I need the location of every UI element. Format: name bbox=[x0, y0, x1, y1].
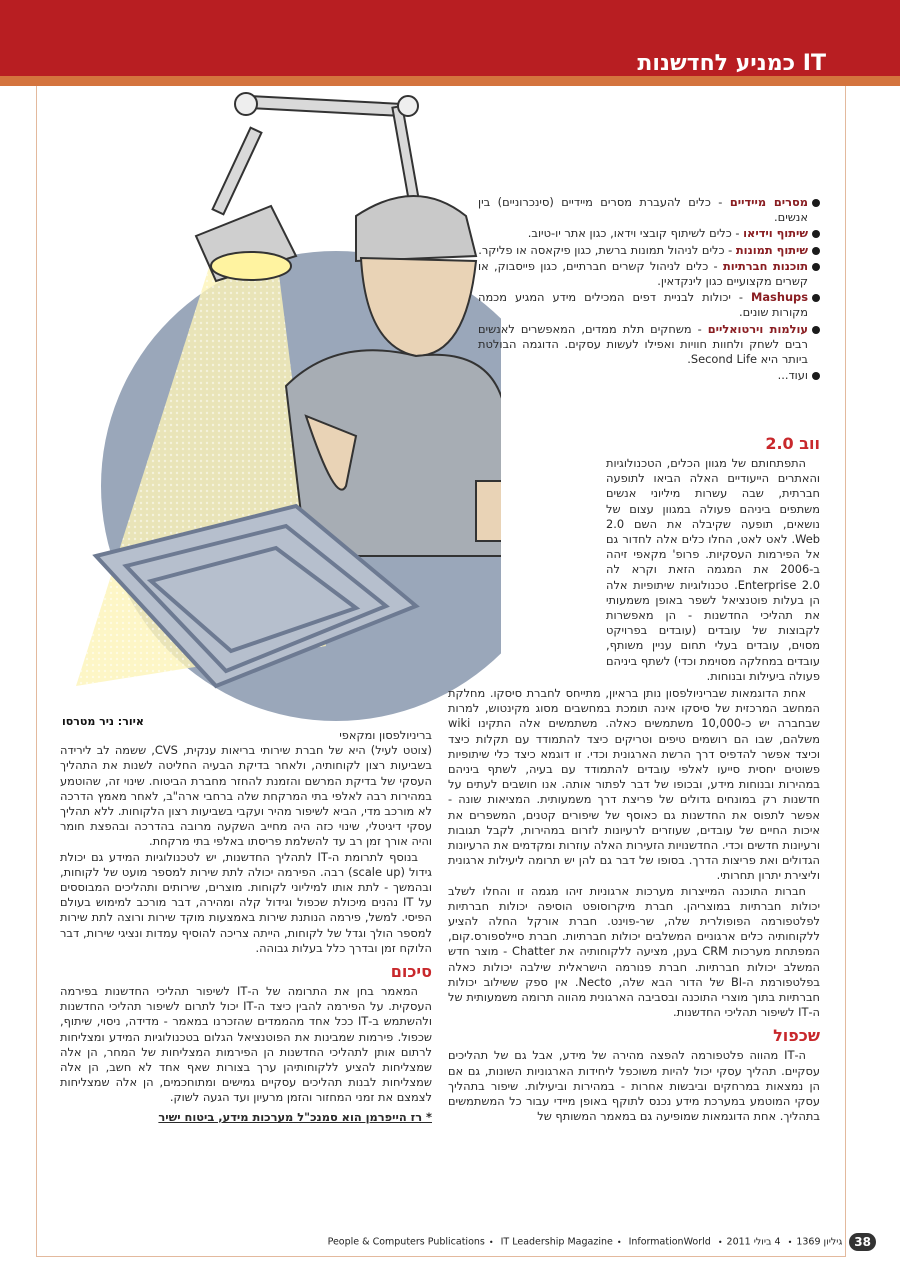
list-item-text: - כלים להעברת מסרים מיידיים (סינכרוניים) בין אנשים. bbox=[478, 195, 808, 225]
publisher: People & Computers Publications bbox=[327, 1236, 485, 1248]
section-heading-summary: סיכום bbox=[390, 962, 432, 982]
site-name: InformationWorld bbox=[628, 1236, 711, 1248]
footer: 38 גיליון 1369• 4 ביולי 2011• People & Computers Publications • IT Leadership Magazine • InformationWorld bbox=[328, 1233, 876, 1251]
paragraph: המאמר בחן את התרומה של ה-IT לשיפור תהליכי החדשנות בפירמה העסקית. על הפירמה להבין כיצד ה-IT יכול לתרום לשיפור תהליכי החדשנות ולהשתמש ב-IT ככל אחד מהממדים שהזכרנו במאמר - מדידה, ניסוי, שיתוף, שכפול. פירמות שמבינות את הפוטנציאל הגלום בטכנולוגיות המידע ומצליחות לרתום אותן לתהליכי החדשנות הן הפירמות המצליחות של המחר, הן אלה שמצליחות להציע ללקוחותיהן ערך בצורות שאף אחד לא חשב, הן אלה שמצליחות לבנות תהליכים עסקיים גמישים ומתוחכמים, הן אלה שמצליחות לצמצם את זמני המחזור והזמן מרעיון ועד הגעה לשוק. bbox=[60, 984, 432, 1105]
worker-figure bbox=[286, 196, 501, 556]
list-item bbox=[478, 195, 820, 225]
left-column bbox=[60, 728, 432, 1125]
list-item bbox=[478, 322, 820, 368]
illustration bbox=[36, 86, 501, 746]
list-item-text: - כלים לניהול תמונות ברשת, כגון פיקאסה או פליקר. bbox=[478, 242, 736, 257]
page-number: 38 bbox=[849, 1233, 876, 1251]
list-item-text: - כלים לשיתוף קובצי וידאו, כגון אתר יו-טיוב. bbox=[527, 226, 744, 241]
list-item-term: עולמות וירטואליים bbox=[707, 321, 808, 336]
paragraph: בנוסף לתרומת ה-IT לתהליך החדשנות, יש לטכנולוגיות המידע גם יכולת גידול (scale up) רבה. הפירמה יכולה לתת שירות למספר מועט של לקוחות, ובהמשך - לתת אותו למיליוני לקוחות. מוצרים, שירותים ותהליכים המבוססים על IT נהנים מיכולת שכפול וגידול קלה ומהירה, דבר מורכב למימוש בעולם הפיסי. למשל, פירמה הנותנת שירות באמצעות מוקד שירות ורוצה לתת שירות למספר הולך וגדל של לקוחות, הייתה צריכה להוסיף עמדות ונציגי שירות, דבר הלוקח זמן ובדרך כלל בעלות גבוהה. bbox=[60, 849, 432, 955]
list-item bbox=[478, 259, 820, 289]
tools-list bbox=[478, 195, 820, 383]
list-item bbox=[478, 290, 820, 320]
list-item-text: - כלים לניהול קשרים חברתיים, כגון פייסבוק, או קשרים מקצועיים כגון לינקדאין. bbox=[478, 258, 808, 289]
list-item bbox=[478, 226, 820, 241]
magazine-name: IT Leadership Magazine bbox=[500, 1236, 613, 1248]
paragraph-lead: בריניולפסון ומקאפי bbox=[339, 728, 432, 742]
list-item-term: Mashups bbox=[751, 290, 808, 305]
list-item-term: מסרים מיידיים bbox=[729, 195, 808, 209]
list-item-text: - משחקים תלת ממדים, המאפשרים לאנשים רבים לשחק ולחוות חוויות ואפילו לעשות עסקים. הדוגמה הבולטת ביותר היא Second Life. bbox=[478, 321, 808, 367]
header-stripe bbox=[0, 76, 900, 86]
paragraph: ה-IT מהווה פלטפורמה להפצה מהירה של מידע, אבל גם של תהליכים עסקיים. תהליך עסקי יכול להיות משוכפל ליחידות הארגוניות השונות, גם אם הן נמצאות במרחקים וביבשות אחרות - במהירות וביעילות. שיפור בתהליך עסקי המוטמע במערכת מידע נכנס לתוקף באופן מיידי עבור כל המשתמשים בתהליך. אחת הדוגמאות שמופיעה גם במאמר המשותף של bbox=[448, 1048, 820, 1124]
bullet-list-section bbox=[478, 195, 820, 384]
issue-date: 4 ביולי 2011 bbox=[726, 1236, 781, 1248]
issue-number: גיליון 1369 bbox=[796, 1236, 843, 1248]
list-item-text: ועוד... bbox=[777, 368, 808, 383]
web2-continued bbox=[448, 686, 820, 1124]
section-heading-shakpul: שכפול bbox=[773, 1026, 820, 1046]
paragraph: אחת הדוגמאות שבריניולפסון נותן בראיון, מתייחס לחברת סיסקו. מחלקת המחשב המרכזית של סיסקו אינה תומכת במחשבים מסוג מקינטוש, למרות שבחברה יש כ-10,000 משתמשים כאלה. משתמשים אלה התקינו wiki משלהם, שבו הם רושמים טיפים וטריקים כיצד להתמודד עם תקלות כיצד וכיצד אפשר להדפיס דרך הרשת הארגונית וכדי. זו דוגמא כיצד כלי שיתופיות פשוטים יחסית סייעו לאלפי עובדים להתמודד עם בעיה, לשתף ביניהם במהירות ובנוחות מידע, ובכופו של דבר לפתור אותה. אנו חושבים לעתים על חדשנות רק במונחים גדולים של פריצת דרך משמעותית. המציאות שונה - אפשר לתפוס את החדשנות גם כאוסף של שיפורים קטנים, המשפרים את איכות החיים של עובדים, שעוזרים לרעיונות לזרום במהירות, לקבל תגובות ורעיונות חדשים וכדי. החדשנויות הזעירות האלה עוזרות ומקדמים את הרעיונות הגדולים ואת פריצות הדרך. בסופו של דבר גם להן יש תרומה ליעילות ארגונית וליצירת יתרון תחרותי. bbox=[448, 686, 821, 883]
list-item-term: שיתוף וידיאו bbox=[743, 226, 808, 241]
section-heading-web2: ווב 2.0 bbox=[765, 434, 820, 453]
paragraph: (צוטט לעיל) היא של חברת שירותי בריאות ענקית, CVS, ששמה לב לירידה בשביעות רצון לקוחותיה, ולאחר בדיקת הבעיה החליטה לשנות את התהליך העסקי של בדיקת המרשם והזמנת להחזר מחברת הביטוח. שינוי זה, שהוטמע במהירות רבה לאלפי בתי המרקחת שלה ברחבי ארה"ב, לאחר מאמץ הדרכה לא מורכב מדי, הביא לשיפור מהיר ועקבי בשביעות רצון הלקוחות. ללא תהליך עסקי דיגיטלי, שינוי כזה היה מחייב השקעה מרובה בהדרכה ובהפצת חומר והיה אורך זמן רב עד להשלמת פריסתו באלפי בתי מרקחת. bbox=[60, 743, 432, 849]
illustration-credit: איור: ניר מטרסו bbox=[62, 715, 144, 728]
list-item bbox=[478, 368, 820, 383]
web2-section bbox=[478, 428, 820, 684]
list-item-term: שיתוף תמונות bbox=[735, 242, 808, 257]
page-title: IT כמניע לחדשנות bbox=[637, 51, 826, 76]
author-signature: * רז הייפרמן הוא סמנכ"ל מערכות מידע, ביטוח ישיר bbox=[158, 1109, 432, 1124]
list-item-text: - יכולות לבניית דפים המכילים מידע המגיע מכמה מקורות שונים. bbox=[478, 290, 808, 320]
paragraph: חברות התוכנה המייצרות מערכות ארגוניות זיהו מגמה זו והחלו לשלב יכולות חברתיות במוצריהן. חברת מיקרוסופט הוסיפה יכולות חברתיות לפלטפורמה הפופולרית שלה, שר-פוינט. חברת אורקל החלה להציע ללקוחותיה כלים ארגוניים המשלבים יכולות חברתיות. חברת סיילספורס.קום, המפתחת מערכות CRM בענן, מציעה ללקוחותיה את Chatter - מוצר חדש המשלב יכולות חברתיות. חברת פנורמה הישראלית שילבה יכולות כאלה בפלטפורמת ה-BI של הדור הבא שלה, Necto. אין ספק ששילוב יכולות חברתיות בתוך מוצרי התוכנה ובסביבה הארגונית מהווה תרומה משמעותית של ה-IT לשיפור תהליכי החדשנות. bbox=[448, 883, 821, 1020]
list-item bbox=[478, 243, 820, 258]
paragraph: התפתחותם של מגוון הכלים, הטכנולוגיות והאתרים הייעודיים האלה הביאו לתופעה חברתית, שבה עשרות מיליוני אנשים משתפים ביניהם פעולה במגוון עצום של נושאים, תופעה שקיבלה את השם 2.0 Web. לאט לאט, החלו כלים אלה לחדור גם אל הפירמות העסקיות. פרופ' מקאפי זיהה ב-2006 את המגמה הזאת וקרא לה Enterprise 2.0. טכנולוגיות שיתופיות אלה הן בעלות פוטנציאל לשפר באופן משמעותי את תהליכי החדשנות - הן מאפשרות לקבוצות של עובדים (עובדים בפרויקט מסוים, עובדים בעלי תחום עניין משותף, עובדים במחלקה מסוימת וכדי) לשתף ביניהם פעולה ביעילות ובנוחות. bbox=[606, 456, 820, 683]
list-item-term: תוכנות חברתיות bbox=[722, 258, 808, 273]
